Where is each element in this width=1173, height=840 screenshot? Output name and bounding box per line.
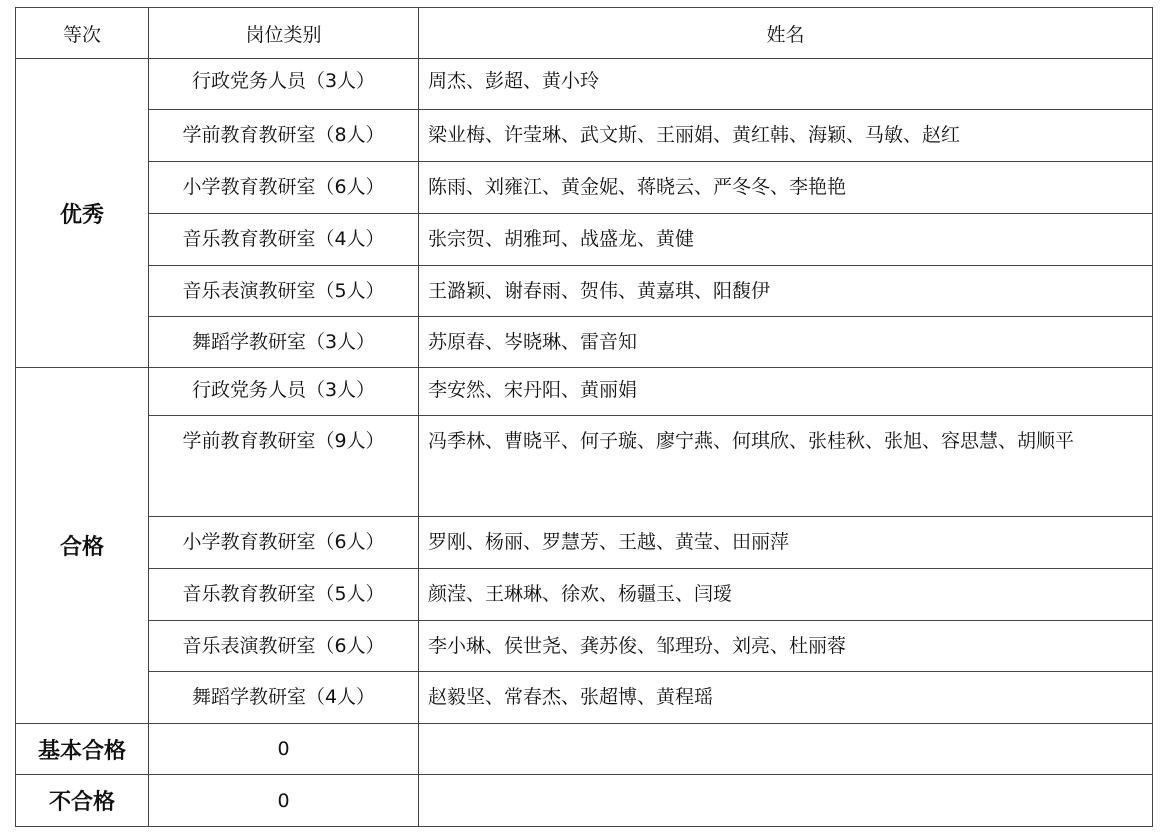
category-cell: 小学教育教研室（6人） [149,162,419,214]
table-row [16,775,1153,827]
table-row [16,569,1153,621]
grade-failed: 不合格 [16,775,149,827]
header-names: 姓名 [419,8,1153,59]
category-cell: 音乐表演教研室（6人） [149,621,419,672]
names-cell: 周杰、彭超、黄小玲 [419,59,1153,110]
category-cell: 音乐教育教研室（4人） [149,214,419,266]
category-cell: 小学教育教研室（6人） [149,517,419,569]
names-cell: 梁业梅、许莹琳、武文斯、王丽娟、黄红韩、海颖、马敏、赵红 [419,110,1153,162]
header-category: 岗位类别 [149,8,419,59]
grade-excellent: 优秀 [16,59,149,368]
header-row [16,8,1153,59]
names-cell: 颜滢、王琳琳、徐欢、杨疆玉、闫瑷 [419,569,1153,621]
names-cell: 陈雨、刘雍江、黄金妮、蒋晓云、严冬冬、李艳艳 [419,162,1153,214]
names-cell: 赵毅坚、常春杰、张超博、黄程瑶 [419,672,1153,724]
table-row [16,724,1153,775]
names-cell: 张宗贺、胡雅珂、战盛龙、黄健 [419,214,1153,266]
names-cell: 冯季林、曹晓平、何子璇、廖宁燕、何琪欣、张桂秋、张旭、容思慧、胡顺平 [419,416,1153,517]
table-row [16,416,1153,517]
grade-basic: 基本合格 [16,724,149,775]
table-row [16,317,1153,368]
category-cell: 舞蹈学教研室（3人） [149,317,419,368]
names-cell: 苏原春、岑晓琳、雷音知 [419,317,1153,368]
names-cell: 李小琳、侯世尧、龚苏俊、邹理玢、刘亮、杜丽蓉 [419,621,1153,672]
names-cell [419,775,1153,827]
category-cell: 音乐教育教研室（5人） [149,569,419,621]
table-row [16,672,1153,724]
names-cell: 王潞颖、谢春雨、贺伟、黄嘉琪、阳馥伊 [419,266,1153,317]
table-row [16,214,1153,266]
names-cell: 李安然、宋丹阳、黄丽娟 [419,368,1153,416]
evaluation-table [15,7,1153,827]
count-cell: 0 [149,775,419,827]
table-row [16,368,1153,416]
category-cell: 舞蹈学教研室（4人） [149,672,419,724]
table-row [16,517,1153,569]
table-row [16,59,1153,110]
names-cell [419,724,1153,775]
grade-qualified: 合格 [16,368,149,724]
table-row [16,110,1153,162]
table-row [16,162,1153,214]
category-cell: 学前教育教研室（9人） [149,416,419,517]
category-cell: 音乐表演教研室（5人） [149,266,419,317]
category-cell: 行政党务人员（3人） [149,59,419,110]
header-grade: 等次 [16,8,149,59]
table-row [16,621,1153,672]
table-row [16,266,1153,317]
names-cell: 罗刚、杨丽、罗慧芳、王越、黄莹、田丽萍 [419,517,1153,569]
category-cell: 行政党务人员（3人） [149,368,419,416]
category-cell: 学前教育教研室（8人） [149,110,419,162]
count-cell: 0 [149,724,419,775]
